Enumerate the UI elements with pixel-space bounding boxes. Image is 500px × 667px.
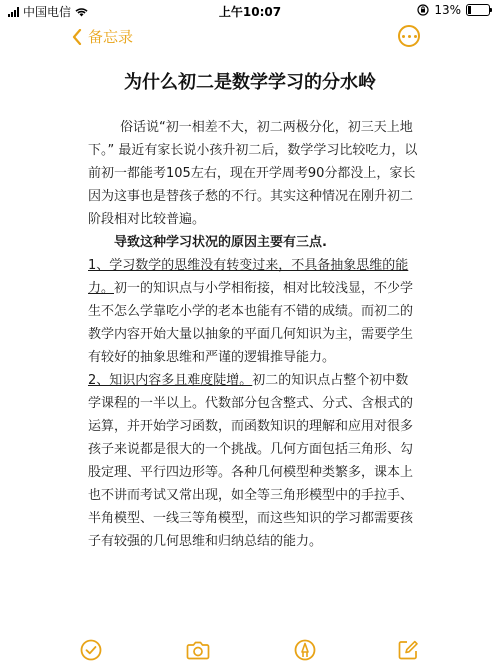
status-right [417,3,490,17]
status-time: 上午10:07 [218,5,282,19]
reasons-subheading: 导致这种学习状况的原因主要有三点. [114,235,327,250]
markup-icon[interactable] [294,639,316,661]
nav-bar [0,22,500,56]
compose-icon[interactable] [397,639,419,661]
status-bar [0,0,500,20]
note-title: 为什么初二是数学学习的分水岭 [124,72,376,93]
battery-icon [466,4,490,16]
reason-2-heading: 2、知识内容多且难度陡增。 [88,373,253,388]
reason-1-heading: 1、学习数学的思维没有转变过来，不具备抽象思维的能力。 [88,258,409,296]
carrier-label: 中国电信 [23,5,72,19]
reason-1-paragraph [88,254,418,369]
more-options-icon[interactable] [398,25,420,47]
reason-2-body: 初二的知识点占整个初中数学课程的一半以上。代数部分包含整式、分式、含根式的运算，并开始学习函数，而函数知识的理解和应用对很多孩子来说都是很大的一个挑战。几何方面包括三角形、勾股定理、平行四边形等。各种几何模型种类繁多，课本上也不讲而考试又常出现，如全等三角形模型中的手拉手、半角模型、一线三等角模型，而这些知识的学习都需要孩子有较强的几何思维和归纳总结的能力。 [88,373,414,549]
intro-paragraph: 俗话说“初一相差不大，初二两极分化，初三天上地下。” 最近有家长说小孩升初二后，数学学习比较吃力，以前初一都能考105左右，现在开学周考90分都没上，家长因为这事也是替孩子愁的不行。其实这种情况在刚升初二阶段相对比较普遍。 [88,120,418,227]
chevron-left-icon [72,29,82,45]
reason-1-body: 初一的知识点与小学相衔接，相对比较浅显，不少学生不怎么学靠吃小学的老本也能有不错的成绩。而初二的教学内容开始大量以抽象的平面几何知识为主，需要学生有较好的抽象思维和严谨的逻辑推导能力。 [88,281,414,365]
reason-2-paragraph [88,369,418,553]
back-label: 备忘录 [88,28,134,46]
battery-percent: 13% [434,3,461,17]
note-body[interactable] [88,116,418,553]
camera-icon[interactable] [186,639,210,661]
bottom-toolbar [0,633,500,667]
orientation-lock-icon [417,4,429,16]
checklist-icon[interactable] [80,639,102,661]
back-button[interactable] [72,26,133,47]
